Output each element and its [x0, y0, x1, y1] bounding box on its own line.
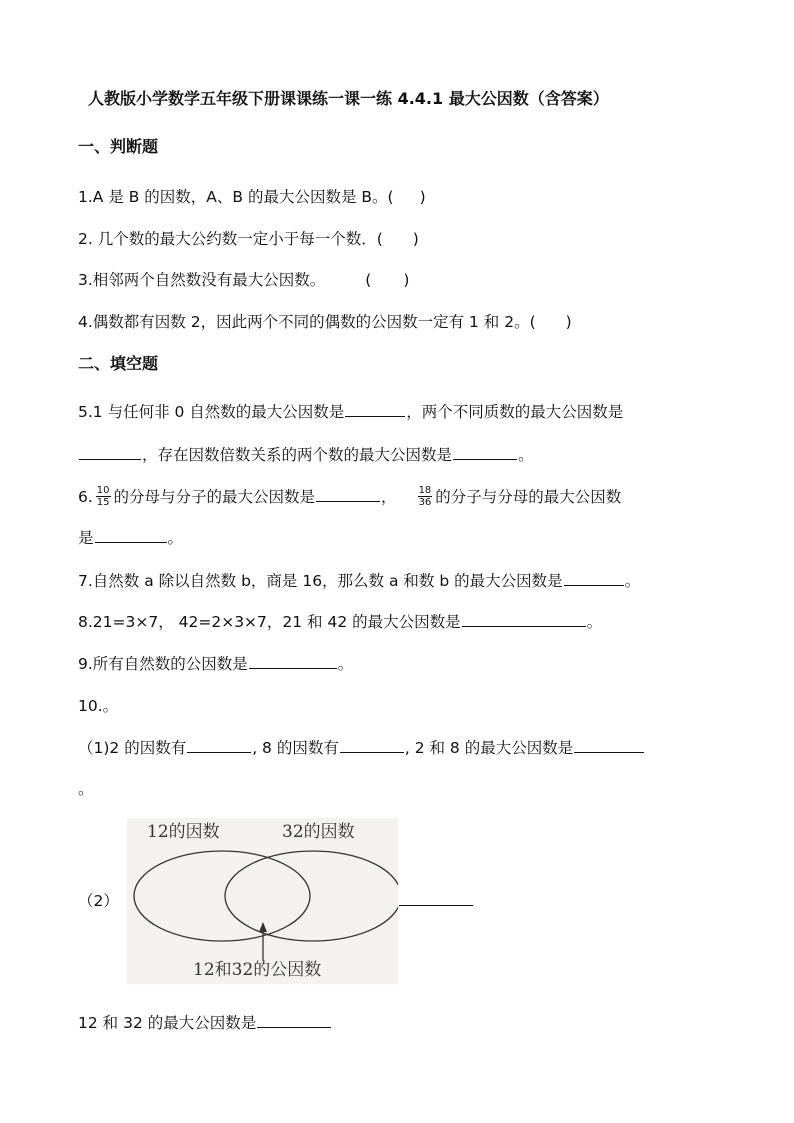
answer-blank[interactable] [574, 737, 644, 753]
question-3-paren-close: ) [403, 271, 410, 289]
fraction-10-15: $\frac{10}{15}$ [96, 485, 110, 508]
answer-blank[interactable] [95, 527, 167, 543]
venn-left-label: 12的因数 [147, 822, 220, 842]
question-5-text-a: 5.1 与任何非 0 自然数的最大公因数是 [78, 403, 345, 421]
q10-final-text: 12 和 32 的最大公因数是 [78, 1014, 257, 1032]
question-5-text-d: 。 [518, 446, 534, 464]
answer-blank[interactable] [399, 890, 473, 906]
question-6-text-b: ， [381, 488, 397, 506]
venn-right-label: 32的因数 [282, 822, 355, 842]
answer-blank[interactable] [249, 653, 337, 669]
question-1-paren-close: ) [419, 188, 426, 206]
question-6-text-d: 是 [78, 529, 94, 547]
question-2-paren-close: ) [412, 230, 419, 248]
question-6-text-e: 。 [167, 529, 184, 547]
question-4-paren-close: ) [565, 313, 572, 331]
question-7-text-b: 。 [624, 572, 641, 590]
question-10-part-2-answer [398, 890, 474, 912]
venn-left-circle [134, 851, 310, 941]
answer-blank[interactable] [187, 737, 251, 753]
question-5-line-1 [78, 401, 623, 423]
question-8-text-a: 8.21=3×7， 42=2×3×7，21 和 42 的最大公因数是 [78, 613, 461, 631]
q10-part1-text-b: , 8 的因数有 [252, 739, 339, 757]
question-5-line-2 [78, 444, 534, 466]
question-2 [78, 228, 419, 250]
question-8-text-b: 。 [586, 613, 603, 631]
answer-blank[interactable] [257, 1012, 331, 1028]
venn-diagram [127, 818, 398, 984]
question-4-text: 4.偶数都有因数 2，因此两个不同的偶数的公因数一定有 1 和 2。( [78, 313, 536, 331]
section-heading-judgement: 一、判断题 [78, 137, 159, 156]
question-9-text-a: 9.所有自然数的公因数是 [78, 655, 248, 673]
answer-blank[interactable] [79, 444, 141, 460]
question-6-line-2 [78, 527, 183, 549]
question-3 [78, 269, 409, 291]
q10-part1-text-a: （1)2 的因数有 [78, 739, 187, 757]
question-6-text-c: 的分子与分母的最大公因数 [435, 488, 622, 506]
question-6-line-1 [78, 486, 621, 509]
section-heading-fill-in: 二、填空题 [78, 354, 159, 373]
answer-blank[interactable] [345, 401, 405, 417]
question-10-part-1 [78, 737, 645, 759]
question-7 [78, 570, 640, 592]
question-3-paren-open: ( [365, 271, 372, 289]
question-5-text-c: ，存在因数倍数关系的两个数的最大公因数是 [142, 446, 453, 464]
answer-blank[interactable] [316, 486, 380, 502]
question-10-part-2-label: （2） [78, 892, 119, 910]
question-7-text-a: 7.自然数 a 除以自然数 b，商是 16，那么数 a 和数 b 的最大公因数是 [78, 572, 563, 590]
question-9 [78, 653, 353, 675]
question-1 [78, 186, 426, 208]
question-3-text: 3.相邻两个自然数没有最大公因数。 [78, 271, 326, 289]
question-10-heading: 10.。 [78, 697, 119, 715]
venn-right-circle [225, 851, 398, 941]
venn-bottom-label: 12和32的公因数 [193, 960, 322, 980]
answer-blank[interactable] [564, 570, 624, 586]
answer-blank[interactable] [340, 737, 404, 753]
question-6-text-a: 的分母与分子的最大公因数是 [113, 488, 316, 506]
question-6-number: 6. [78, 488, 93, 506]
question-8 [78, 611, 602, 633]
question-10-part-1-end: 。 [78, 780, 94, 798]
q10-part1-text-c: , 2 和 8 的最大公因数是 [404, 739, 574, 757]
question-5-text-b: ，两个不同质数的最大公因数是 [406, 403, 624, 421]
question-10-final [78, 1012, 332, 1034]
page-title: 人教版小学数学五年级下册课课练一课一练 4.4.1 最大公因数（含答案） [88, 89, 609, 108]
question-2-text: 2. 几个数的最大公约数一定小于每一个数．( [78, 230, 383, 248]
venn-arrowhead-icon [259, 922, 267, 932]
question-4 [78, 311, 572, 333]
question-9-text-b: 。 [337, 655, 354, 673]
question-1-text: 1.A 是 B 的因数，A、B 的最大公因数是 B。( [78, 188, 394, 206]
answer-blank[interactable] [462, 611, 586, 627]
answer-blank[interactable] [453, 444, 517, 460]
venn-diagram-figure [127, 818, 398, 984]
fraction-18-36: $\frac{18}{36}$ [418, 485, 432, 508]
